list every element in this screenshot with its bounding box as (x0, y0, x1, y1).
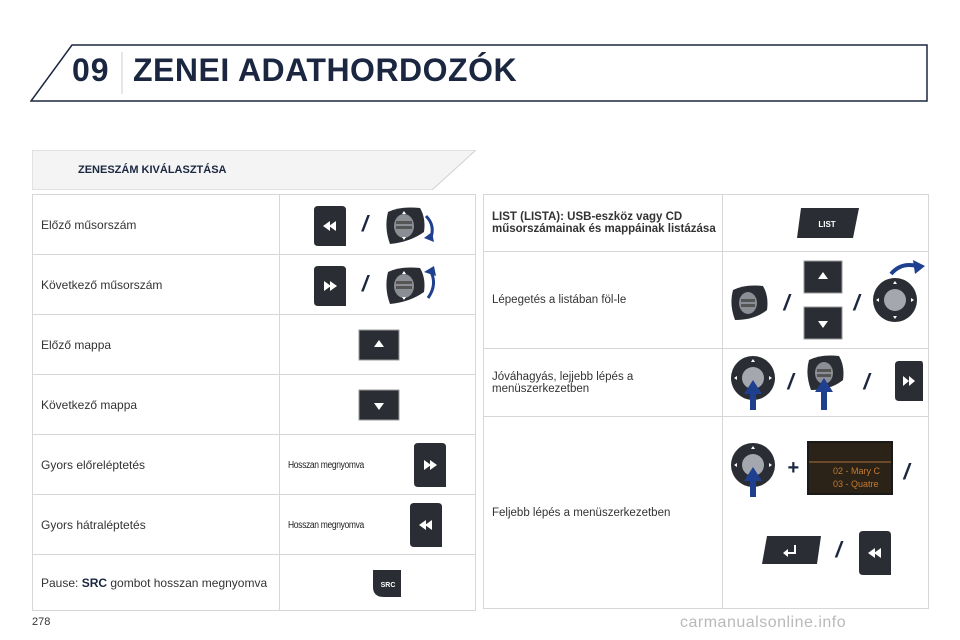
row-label: Következő műsorszám (33, 255, 280, 315)
table-row (33, 255, 476, 315)
screen-line-2: 03 - Quatre (833, 479, 879, 489)
control-cell (279, 435, 475, 495)
control-cell (279, 375, 475, 435)
control-cell (723, 417, 929, 609)
label-text: Pause: (41, 575, 82, 590)
table-row (484, 349, 929, 417)
row-label: LIST (LISTA): USB-eszköz vagy CD műsorszámainak és mappáinak listázása (484, 195, 723, 252)
row-label: Gyors hátraléptetés (33, 495, 280, 555)
fast-forward-button-icon (412, 441, 448, 489)
rewind-button-icon (312, 204, 348, 248)
arrow-down-button-icon (358, 389, 400, 421)
page-number: 278 (32, 616, 51, 628)
menu-display-screen (807, 441, 893, 495)
table-row (33, 375, 476, 435)
src-button-icon (370, 567, 404, 601)
plus-separator: + (787, 457, 800, 479)
row-label: Következő mappa (33, 375, 280, 435)
fast-forward-button-icon (893, 359, 925, 403)
steering-wheel-control-down-icon (380, 202, 440, 248)
rotary-dial-turn-icon (871, 258, 927, 326)
steering-wheel-control-press-icon (803, 354, 849, 412)
row-label: Lépegetés a listában föl-le (484, 252, 723, 349)
section-title: ZENESZÁM KIVÁLASZTÁSA (78, 164, 227, 176)
control-cell (279, 315, 475, 375)
control-cell (723, 349, 929, 417)
or-separator: / (903, 459, 910, 484)
table-row (33, 495, 476, 555)
table-row (484, 195, 929, 252)
table-row (33, 555, 476, 611)
or-separator: / (783, 290, 790, 315)
long-press-hint: Hosszan megnyomva (287, 460, 364, 471)
up-down-buttons-icon (803, 260, 843, 340)
table-row (33, 435, 476, 495)
list-button-text: LIST (818, 220, 837, 229)
steering-wheel-control-up-icon (380, 262, 440, 308)
long-press-hint: Hosszan megnyomva (287, 520, 364, 531)
list-button-icon (795, 207, 861, 239)
table-row (484, 252, 929, 349)
row-label: Előző műsorszám (33, 195, 280, 255)
table-row (33, 315, 476, 375)
or-separator: / (787, 369, 794, 394)
control-cell (279, 495, 475, 555)
control-cell (279, 195, 475, 255)
rewind-button-icon (857, 529, 893, 577)
src-keyword: SRC (81, 575, 108, 590)
screen-line-1: 02 - Mary C (833, 466, 881, 476)
row-label: Előző mappa (33, 315, 280, 375)
or-separator: / (835, 537, 842, 562)
watermark: carmanualsonline.info (680, 614, 847, 631)
control-cell (279, 255, 475, 315)
label-text: gombot hosszan megnyomva (107, 575, 268, 590)
row-label: Feljebb lépés a menüszerkezetben (484, 417, 723, 609)
or-separator: / (863, 369, 870, 394)
back-button-icon (761, 535, 823, 565)
control-cell (279, 555, 475, 611)
table-row (484, 417, 929, 609)
page-title: ZENEI ADATHORDOZÓK (133, 52, 518, 88)
rotary-dial-press-icon (729, 354, 777, 412)
fast-forward-button-icon (312, 264, 348, 308)
or-separator: / (853, 290, 860, 315)
left-function-table (32, 194, 476, 611)
or-separator: / (361, 211, 368, 236)
steering-wheel-control-icon (727, 282, 771, 322)
src-button-text: SRC (380, 582, 396, 589)
rewind-button-icon (408, 501, 444, 549)
control-cell (723, 195, 929, 252)
arrow-up-button-icon (358, 329, 400, 361)
chapter-number: 09 (72, 52, 110, 88)
right-function-table (483, 194, 929, 609)
row-label: Gyors előreléptetés (33, 435, 280, 495)
row-label: Jóváhagyás, lejjebb lépés a menüszerkezetben (484, 349, 723, 417)
table-row (33, 195, 476, 255)
row-label (33, 555, 280, 611)
control-cell (723, 252, 929, 349)
rotary-dial-press-icon (729, 441, 777, 499)
or-separator: / (361, 271, 368, 296)
